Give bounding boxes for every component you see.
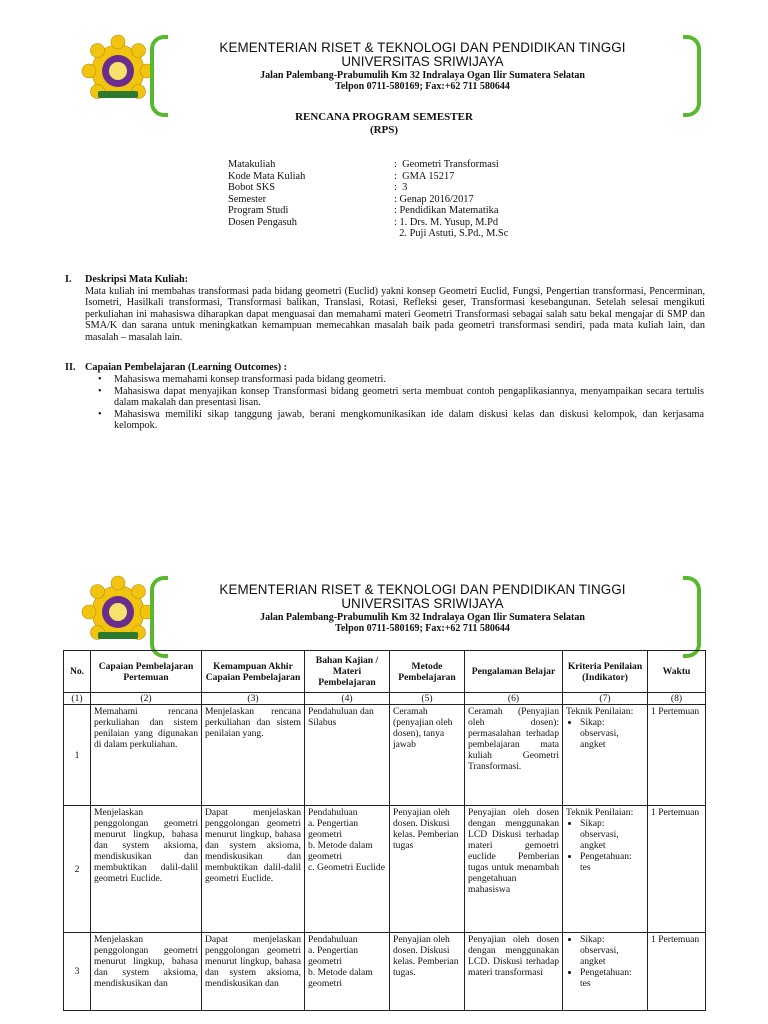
column-header: Capaian Pembelajaran Pertemuan	[91, 651, 202, 693]
table-row: 2 Menjelaskan penggolongan geometri menurut lingkup, bahasa dan system aksioma, mendiskusikan dan membuktikan dalil-dalil geometri Euclide. Dapat menjelaskan penggolongan geometri menurut lingkup, bahasa dan system aksioma, mendiskusikan dan membuktikan dalil-dalil geometri Euclide. Pendahuluan a. Pengertian geometri b. Metode dalam geometri c. Geometri Euclide Penyajian oleh dosen. Diskusi kelas. Pemberian tugas Penyajian oleh dosen dengan menggunakan LCD Diskusi terhadap materi gemoetri euclide Pemberian tugas untuk menambah pengetahuan mahasiswa Teknik Penilaian: • Sikap: observasi, angket • Pengetahuan: tes 1 Pertemuan	[64, 806, 706, 933]
university-phone: Telpon 0711-580169; Fax:+62 711 580644	[335, 623, 510, 634]
university-name: UNIVERSITAS SRIWIJAYA	[341, 54, 504, 69]
info-row: Semester : Genap 2016/2017	[228, 193, 474, 205]
university-address: Jalan Palembang-Prabumulih Km 32 Indralaya Ogan Ilir Sumatera Selatan	[260, 612, 585, 623]
university-logo	[80, 574, 156, 650]
rps-table	[63, 650, 706, 1011]
table-header-row	[64, 651, 706, 693]
column-header: Metode Pembelajaran	[390, 651, 465, 693]
university-logo	[80, 33, 156, 109]
info-row: Program Studi : Pendidikan Matematika	[228, 205, 499, 216]
section-heading: Deskripsi Mata Kuliah:	[85, 274, 189, 285]
university-name: UNIVERSITAS SRIWIJAYA	[341, 596, 504, 611]
column-header: Kemampuan Akhir Capaian Pembelajaran	[202, 651, 305, 693]
list-item: • Mahasiswa memiliki sikap tanggung jawab, berani mengkomunikasikan ide dalam diskusi kelas dan diskusi kelompok, dan kerjasama kelompok.	[98, 409, 704, 432]
section-number: I.	[65, 274, 72, 285]
letterhead-top	[0, 33, 768, 123]
university-phone: Telpon 0711-580169; Fax:+62 711 580644	[335, 81, 510, 92]
section-number: II.	[65, 362, 76, 373]
title-line-2: (RPS)	[369, 124, 399, 136]
university-address: Jalan Palembang-Prabumulih Km 32 Indralaya Ogan Ilir Sumatera Selatan	[260, 70, 585, 81]
criteria-list: • Sikap: observasi, angket • Pengetahuan: tes	[566, 818, 644, 873]
table-row: 1 Memahami rencana perkuliahan dan sistem penilaian yang digunakan di dalam perkuliahan. Menjelaskan rencana perkuliahan dan sistem penilaian yang. Pendahuluan dan Silabus Ceramah (penyajian oleh dosen), tanya jawab Ceramah (Penyajian oleh dosen): permasalahan terhadap pembelajaran mata kuliah Geometri Transformasi. Teknik Penilaian: • Sikap: observasi, angket 1 Pertemuan	[64, 705, 706, 806]
section-paragraph: Mata kuliah ini membahas transformasi pada bidang geometri (Euclid) yakni konsep Geometri Euclid, Fungsi, Pengertian transformasi, Pencerminan, Isometri, Hasilkali transformasi, Transformasi balikan, Translasi, Rotasi, Refleksi geser, Transformasi kesebangunan. Setelah selesai mengikuti perkuliahan ini mahasiswa diharapkan dapat menguasai dan memahami materi Geometri Transformasi sebagai salah satu bekal mengajar di SMP dan SMA/K dan sarana untuk meningkatkan kemampuan memecahkan masalah baik pada geometri transformasi sendiri, pada mata kuliah lain, dan masalah – masalah lain.	[85, 285, 705, 343]
column-header: No.	[64, 651, 91, 693]
learning-outcomes-list	[98, 374, 704, 432]
info-row: Dosen Pengasuh : 1. Drs. M. Yusup, M.Pd	[228, 216, 499, 228]
list-item: • Mahasiswa dapat menyajikan konsep Transformasi bidang geometri serta membuat contoh pengaplikasiannya, menyampaikan secara tertulis dalam makalah dan presentasi lisan.	[98, 386, 704, 409]
info-row: Bobot SKS : 3	[228, 182, 408, 193]
title-line-1: RENCANA PROGRAM SEMESTER	[295, 111, 473, 123]
bracket-right-decoration	[683, 35, 701, 117]
bracket-right-decoration	[683, 576, 701, 658]
ministry-name: KEMENTERIAN RISET & TEKNOLOGI DAN PENDIDIKAN TINGGI	[219, 40, 626, 55]
column-header: Bahan Kajian / Materi Pembelajaran	[305, 651, 390, 693]
info-row: 2. Puji Astuti, S.Pd., M.Sc	[394, 228, 509, 239]
ministry-name: KEMENTERIAN RISET & TEKNOLOGI DAN PENDIDIKAN TINGGI	[219, 582, 626, 597]
info-row: Kode Mata Kuliah : GMA 15217	[228, 170, 455, 182]
bracket-left-decoration	[150, 35, 168, 117]
column-header: Pengalaman Belajar	[465, 651, 563, 693]
section-heading: Capaian Pembelajaran (Learning Outcomes) :	[85, 362, 288, 373]
info-row: Matakuliah : Geometri Transformasi	[228, 159, 499, 170]
list-item: • Mahasiswa memahami konsep transformasi pada bidang geometri.	[98, 374, 704, 386]
column-header: Kriteria Penilaian (Indikator)	[563, 651, 648, 693]
table-row: 3 Menjelaskan penggolongan geometri menurut lingkup, bahasa dan system aksioma, mendiskusikan dan Dapat menjelaskan penggolongan geometri menurut lingkup, bahasa dan system aksioma, mendiskusikan dan Pendahuluan a. Pengertian geometri b. Metode dalam geometri Penyajian oleh dosen. Diskusi kelas. Pemberian tugas. Penyajian oleh dosen dengan menggunakan LCD. Diskusi terhadap materi transformasi • Sikap: observasi, angket • Pengetahuan: tes 1 Pertemuan	[64, 933, 706, 1011]
criteria-list: • Sikap: observasi, angket	[566, 717, 644, 750]
course-info	[228, 159, 508, 240]
bracket-left-decoration	[150, 576, 168, 658]
page-title	[0, 111, 768, 137]
table-index-row: (1) (2) (3) (4) (5) (6) (7) (8)	[64, 693, 706, 705]
column-header: Waktu	[648, 651, 706, 693]
criteria-list: • Sikap: observasi, angket • Pengetahuan: tes	[566, 934, 644, 989]
